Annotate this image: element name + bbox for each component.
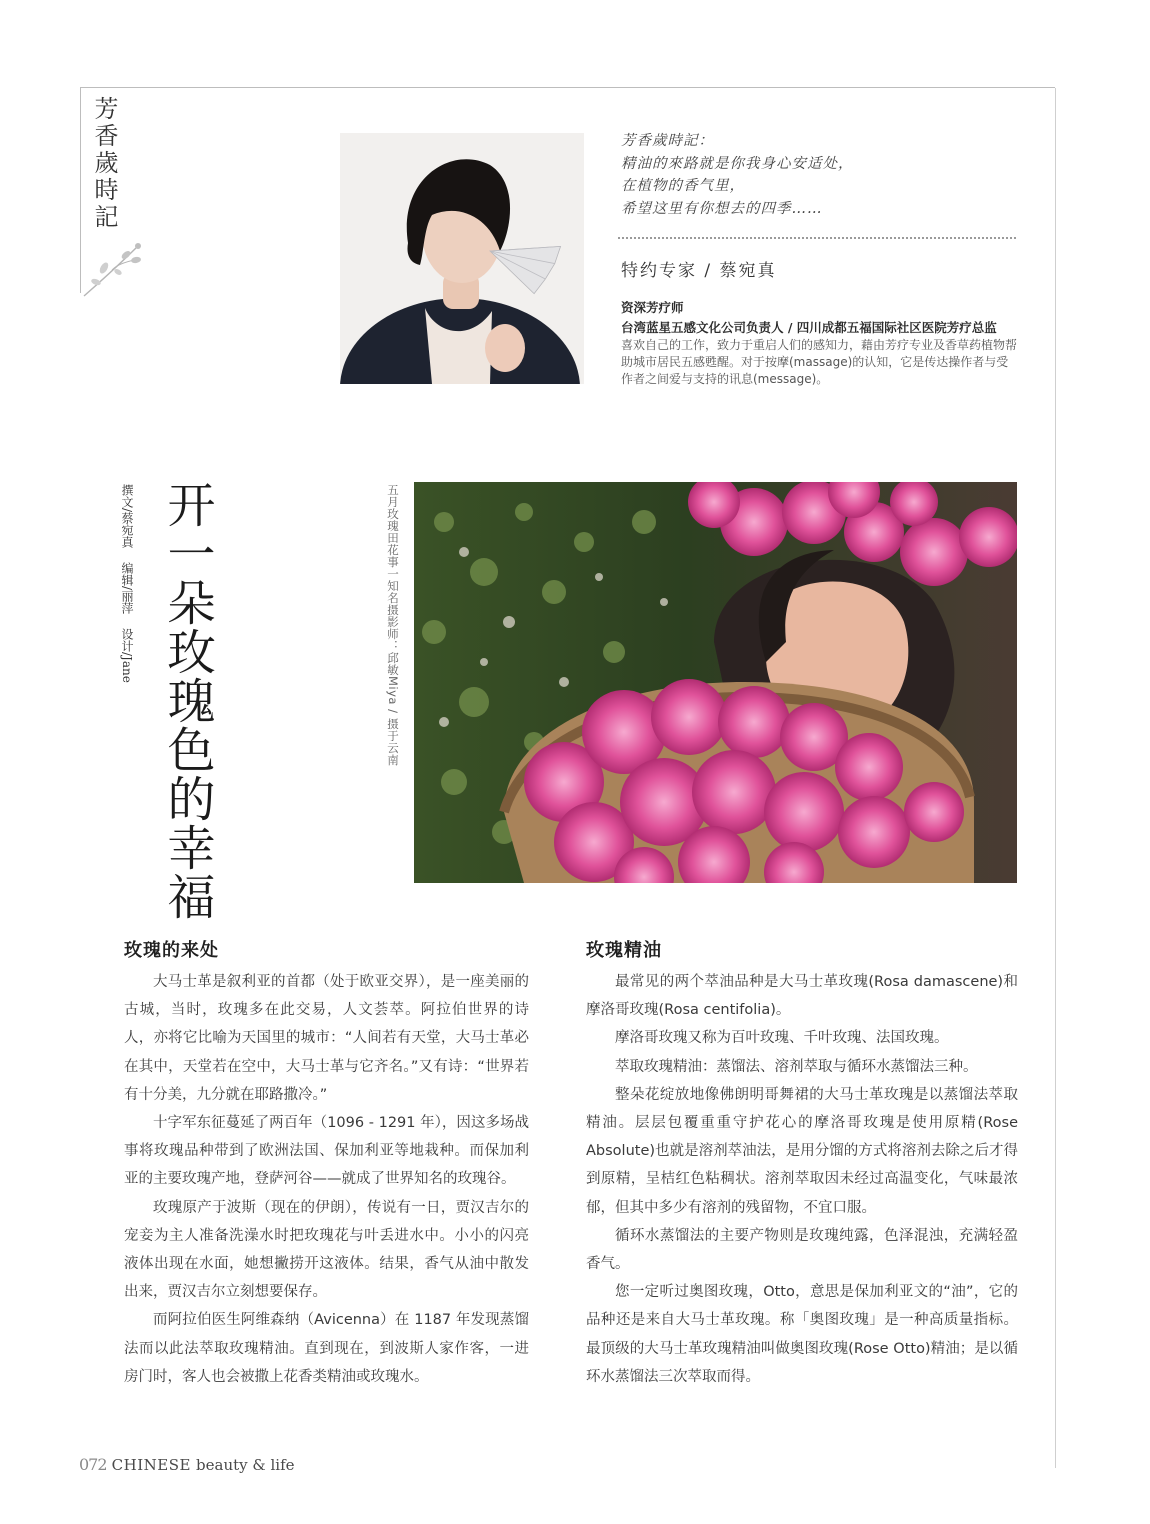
left-rule — [80, 88, 81, 293]
magazine-tagline: beauty & life — [196, 1456, 295, 1474]
expert-bio: 喜欢自己的工作，致力于重启人们的感知力，藉由芳疗专业及香草药植物帮助城市居民五感甦醒。对于按摩(massage)的认知，它是传达操作者与受作者之间爱与支持的讯息(message)。 — [621, 338, 1018, 386]
section-heading-origin: 玫瑰的来处 — [124, 940, 219, 961]
magazine-name: CHINESE — [111, 1456, 191, 1474]
article-title: 开一朵玫瑰色的幸福 — [159, 480, 215, 921]
page-number: 072 — [79, 1455, 107, 1474]
article-paragraph: 循环水蒸馏法的主要产物则是玫瑰纯露，色泽混浊，充满轻盈香气。 — [586, 1227, 1018, 1273]
article-column-right — [586, 968, 1018, 1391]
dotted-divider — [618, 237, 1016, 239]
article-column-left — [124, 968, 529, 1391]
page-footer — [79, 1455, 295, 1474]
expert-portrait — [340, 133, 584, 384]
poem-line: 在植物的香气里， — [621, 178, 745, 194]
credit-editor: 编辑/丽萍 — [120, 562, 134, 615]
right-rule — [1055, 88, 1056, 1468]
credit-author: 撰文/蔡宛真 — [120, 484, 134, 549]
article-paragraph: 玫瑰原产于波斯（现在的伊朗），传说有一日，贾汉吉尔的宠妾为主人准备洗澡水时把玫瑰花与叶丢进水中。小小的闪亮液体出现在水面，她想撇捞开这液体。结果，香气从油中散发出来，贾汉吉尔立刻想要保存。 — [124, 1199, 529, 1301]
intro-poem — [621, 130, 1041, 220]
article-paragraph: 而阿拉伯医生阿维森纳（Avicenna）在 1187 年发现蒸馏法而以此法萃取玫瑰精油。直到现在，到波斯人家作客，一进房门时，客人也会被撒上花香类精油或玫瑰水。 — [124, 1312, 529, 1385]
article-paragraph: 最常见的两个萃油品种是大马士革玫瑰(Rosa damascene)和摩洛哥玫瑰(Rosa centifolia)。 — [586, 974, 1018, 1019]
credit-design: 设计/Jane — [120, 628, 134, 683]
article-paragraph: 摩洛哥玫瑰又称为百叶玫瑰、千叶玫瑰、法国玫瑰。 — [615, 1030, 949, 1047]
article-paragraph: 整朵花绽放地像佛朗明哥舞裙的大马士革玫瑰是以蒸馏法萃取精油。层层包覆重重守护花心的摩洛哥玫瑰是使用原精(Rose Absolute)也就是溶剂萃油法，是用分馏的方式将溶剂去除之后才得到原精，呈桔红色粘稠状。溶剂萃取因未经过高温变化，气味最浓郁，但其中多少有溶剂的残留物，不宜口服。 — [586, 1086, 1018, 1216]
column-title: 芳香歲時記 — [90, 96, 118, 231]
article-paragraph: 您一定听过奥图玫瑰，Otto，意思是保加利亚文的“油”，它的品种还是来自大马士革玫瑰。称「奥图玫瑰」是一种高质量指标。最顶级的大马士革玫瑰精油叫做奥图玫瑰(Rose Otto)精油；是以循环水蒸馏法三次萃取而得。 — [586, 1284, 1018, 1385]
article-paragraph: 萃取玫瑰精油：蒸馏法、溶剂萃取与循环水蒸馏法三种。 — [615, 1058, 978, 1075]
photo-caption: 五月玫瑰田花事一知名摄影师：邱敏Miya / 摄于云南 — [386, 484, 400, 766]
expert-title: 特约专家 / 蔡宛真 — [621, 261, 777, 281]
poem-line: 芳香歲時記： — [621, 133, 714, 149]
section-heading-essential-oil: 玫瑰精油 — [586, 940, 662, 961]
top-rule — [80, 87, 1055, 88]
article-paragraph: 十字军东征蔓延了两百年（1096 - 1291 年），因这多场战事将玫瑰品种带到了欧洲法国、保加利亚等地栽种。而保加利亚的主要玫瑰产地，登萨河谷——就成了世界知名的玫瑰谷。 — [124, 1115, 529, 1188]
poem-line: 精油的來路就是你我身心安适处， — [621, 155, 854, 172]
rose-photo — [414, 482, 1017, 883]
poem-line: 希望这里有你想去的四季…… — [621, 200, 823, 217]
expert-role: 资深芳疗师 — [621, 300, 684, 315]
expert-organization: 台湾蓝星五感文化公司负责人 / 四川成都五福国际社区医院芳疗总监 — [621, 320, 997, 335]
article-paragraph: 大马士革是叙利亚的首都（处于欧亚交界），是一座美丽的古城，当时，玫瑰多在此交易，人文荟萃。阿拉伯世界的诗人，亦将它比喻为天国里的城市：“人间若有天堂，大马士革必在其中，天堂若在空中，大马士革与它齐名。”又有诗：“世界若有十分美，九分就在耶路撒冷。” — [124, 974, 529, 1103]
branch-ornament-icon — [82, 238, 144, 302]
